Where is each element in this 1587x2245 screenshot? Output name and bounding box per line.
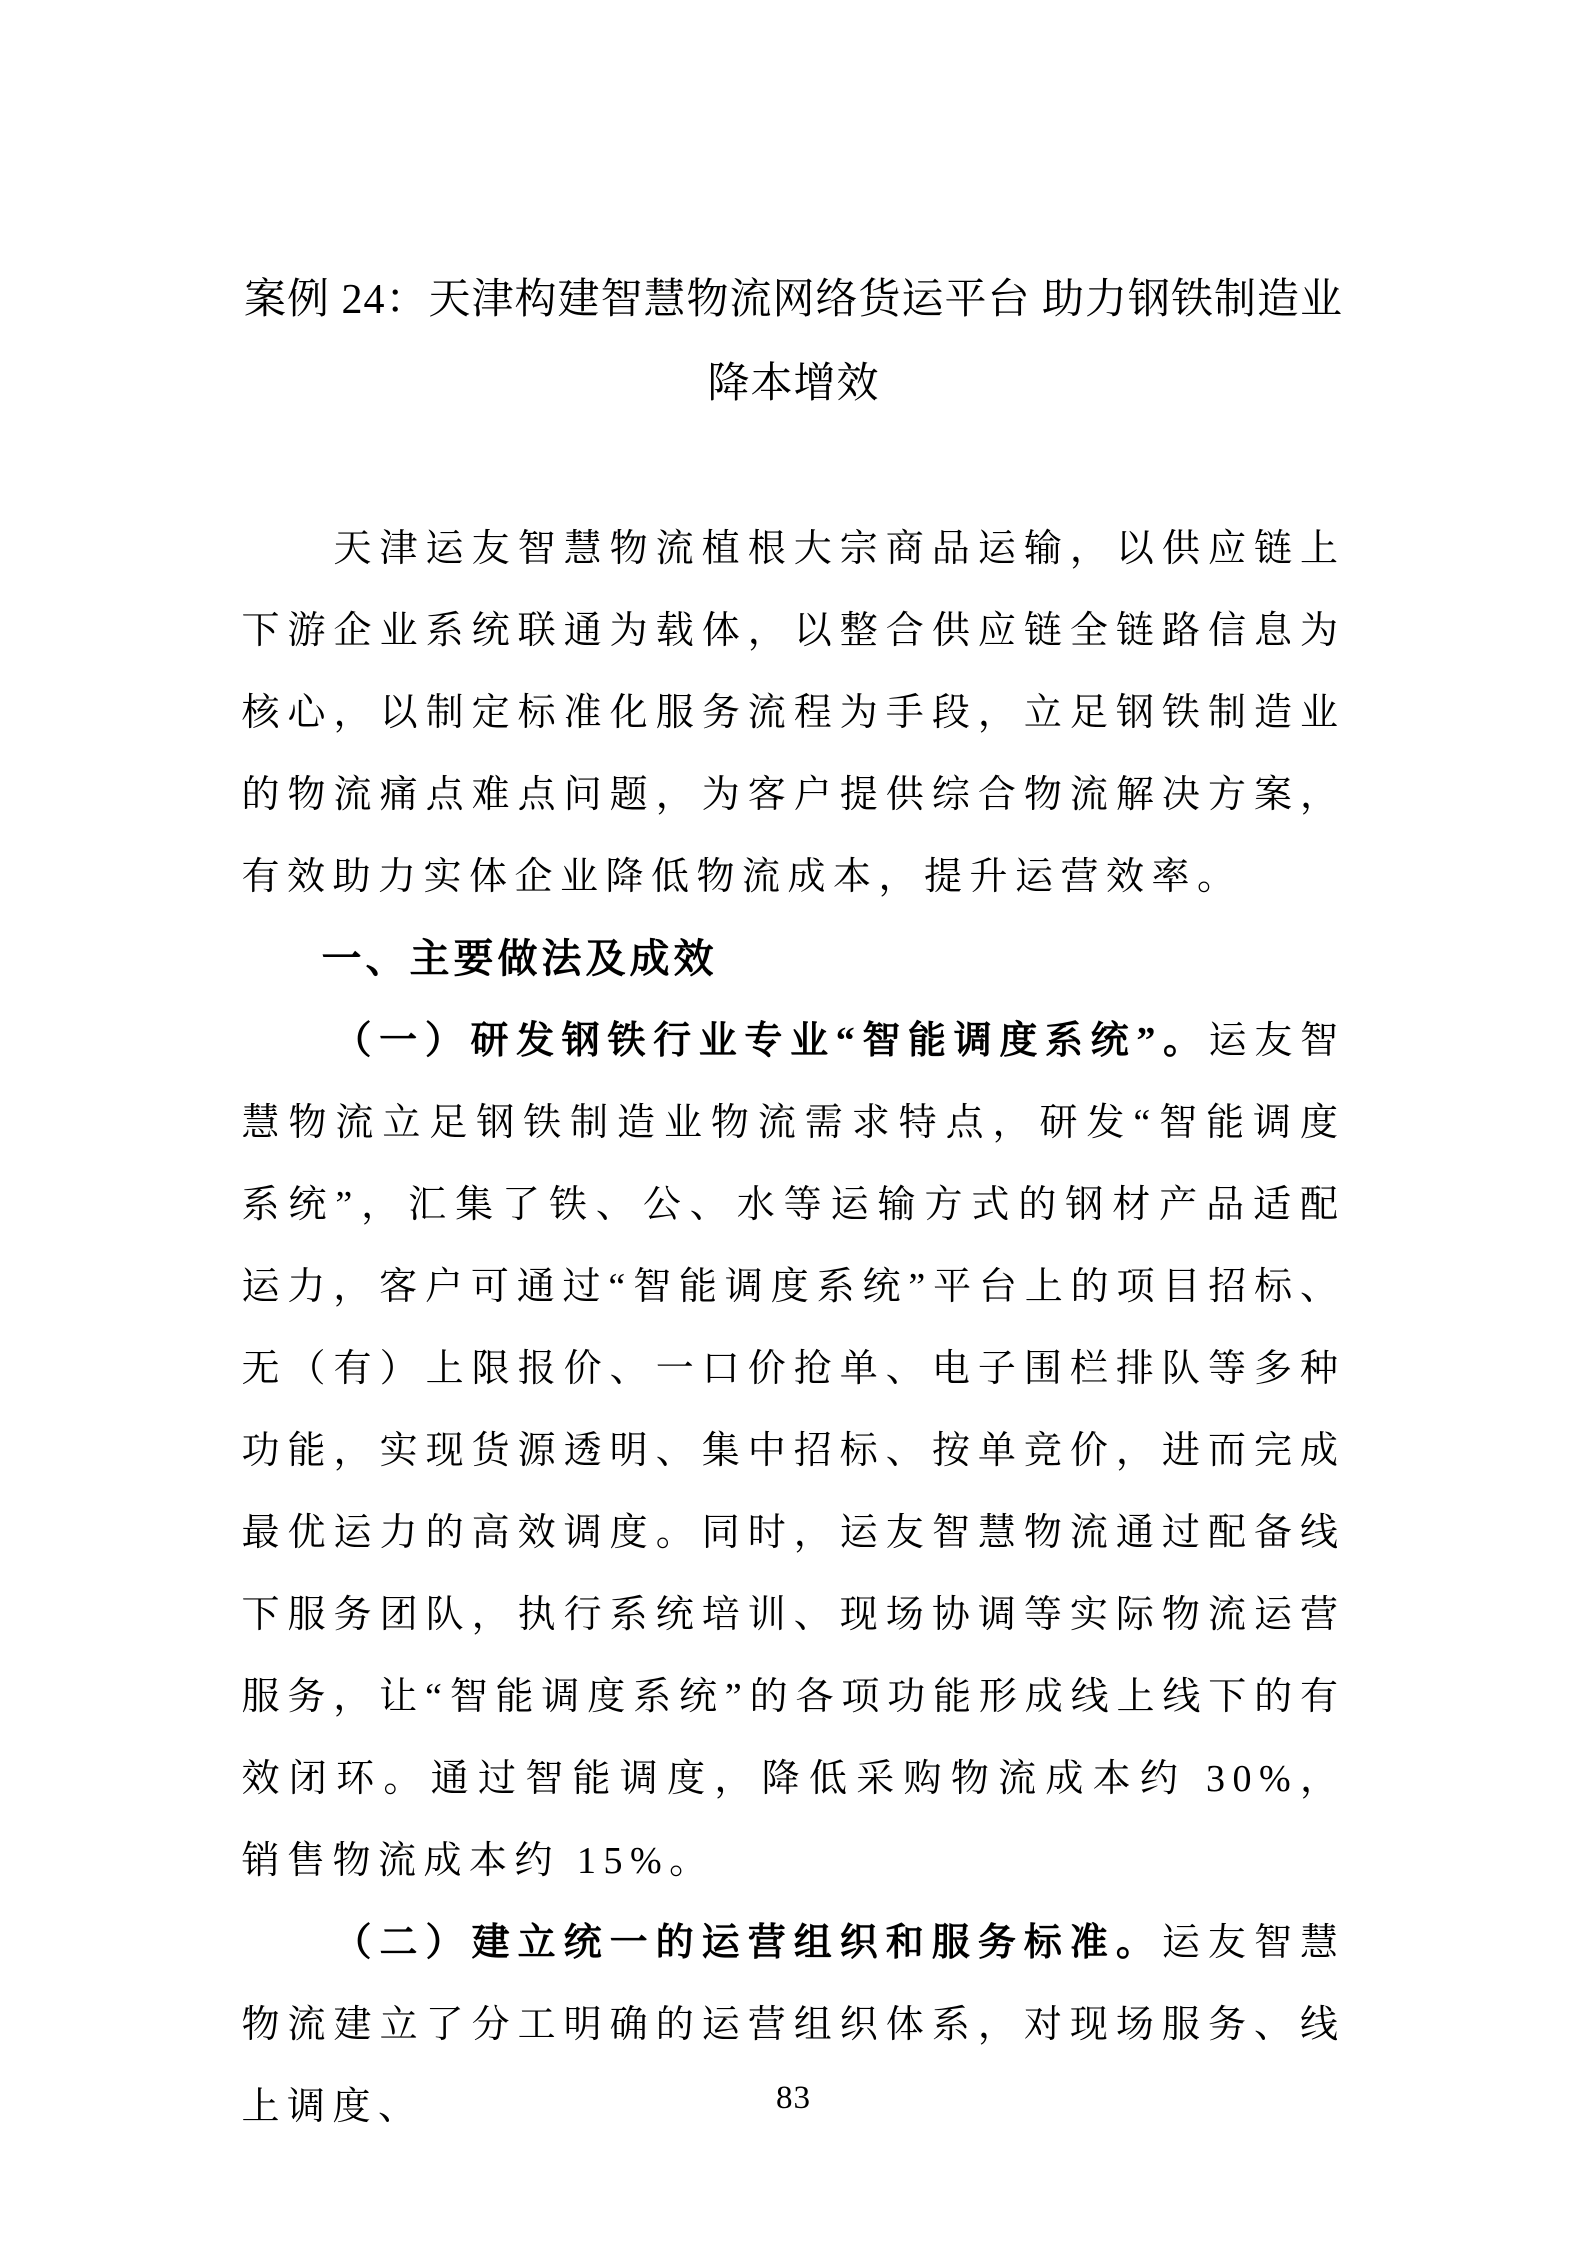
page-number: 83 <box>776 2080 811 2116</box>
intro-paragraph-text: 天津运友智慧物流植根大宗商品运输，以供应链上下游企业系统联通为载体，以整合供应链全链路信息为核心，以制定标准化服务流程为手段，立足钢铁制造业的物流痛点难点问题，为客户提供综合物流解决方案，有效助力实体企业降低物流成本，提升运营效率。 <box>241 528 1346 898</box>
intro-paragraph <box>242 508 1346 918</box>
section-heading: 一、主要做法及成效 <box>321 937 718 981</box>
paragraph-one-lead: （一）研发钢铁行业专业“智能调度系统”。 <box>333 1020 1209 1062</box>
title-line-1: 案例 24：天津构建智慧物流网络货运平台 助力钢铁制造业 <box>243 277 1343 323</box>
document-title <box>0 0 1587 426</box>
paragraph-one <box>242 1000 1346 1902</box>
document-body <box>242 508 1346 2148</box>
paragraph-one-body: 运友智慧物流立足钢铁制造业物流需求特点，研发“智能调度系统”，汇集了铁、公、水等运输方式的钢材产品适配运力，客户可通过“智能调度系统”平台上的项目招标、无（有）上限报价、一口价抢单、电子围栏排队等多种功能，实现货源透明、集中招标、按单竞价，进而完成最优运力的高效调度。同时，运友智慧物流通过配备线下服务团队，执行系统培训、现场协调等实际物流运营服务，让“智能调度系统”的各项功能形成线上线下的有效闭环。通过智能调度，降低采购物流成本约 30%，销售物流成本约 15%。 <box>241 1020 1346 1882</box>
paragraph-two-lead: （二）建立统一的运营组织和服务标准。 <box>333 1922 1162 1964</box>
paragraph-two-body: 运友智慧物流建立了分工明确的运营组织体系，对现场服务、线上调度、 <box>241 1922 1346 2128</box>
title-line-2: 降本增效 <box>707 361 880 407</box>
